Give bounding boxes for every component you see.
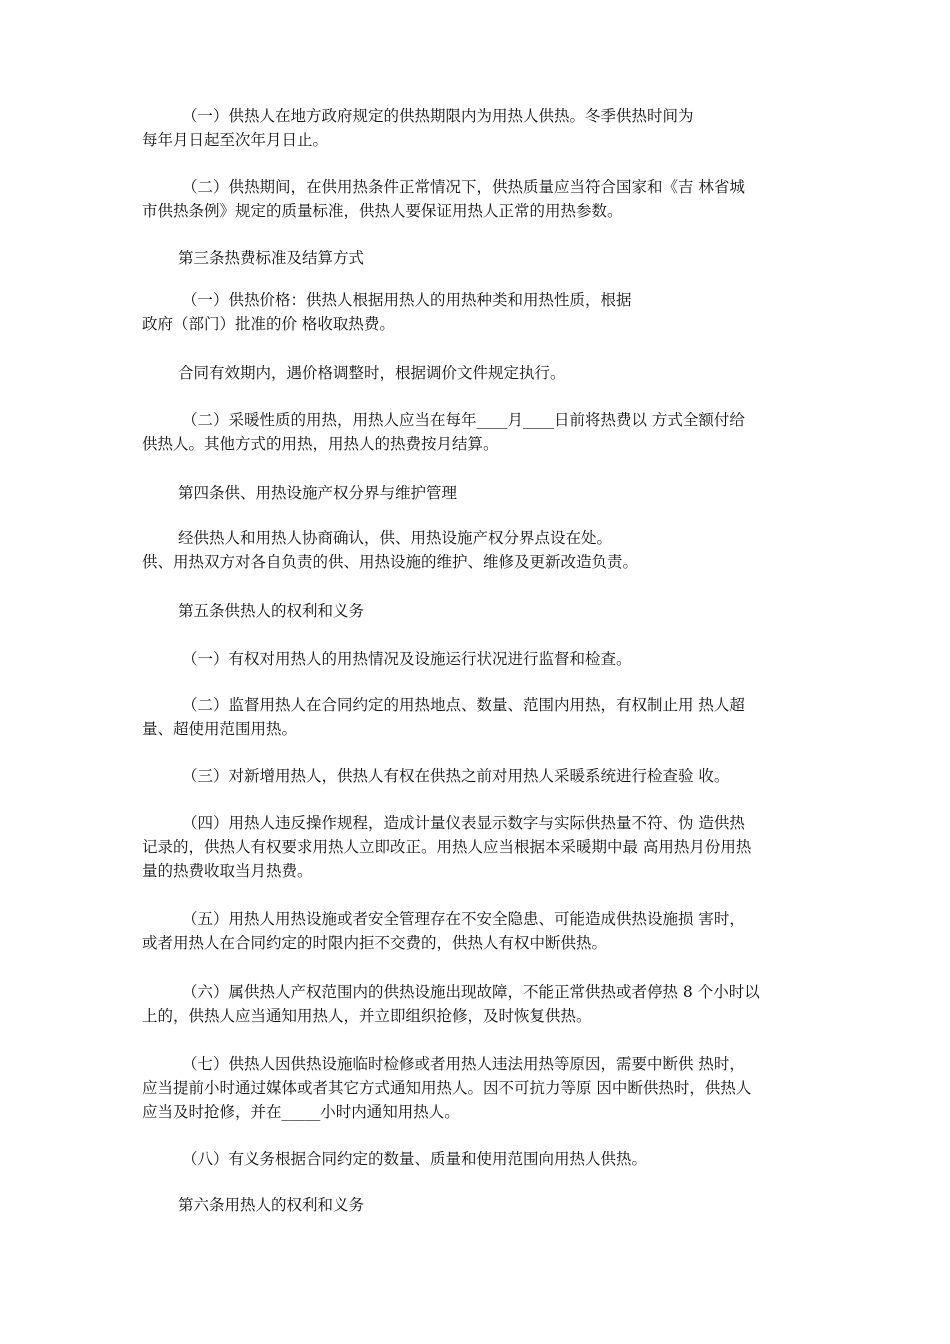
text-line: 第三条热费标准及结算方式	[178, 249, 365, 267]
text-line: （六）属供热人产权范围内的供热设施出现故障，不能正常供热或者停热 8 个小时以	[182, 983, 760, 1001]
text-line: 政府（部门）批准的价 格收取热费。	[142, 315, 395, 333]
text-line: 上的，供热人应当通知用热人，并立即组织抢修，及时恢复供热。	[142, 1007, 592, 1025]
text-line: （八）有义务根据合同约定的数量、质量和使用范围向用热人供热。	[182, 1150, 648, 1168]
text-line: （二）供热期间，在供用热条件正常情况下，供热质量应当符合国家和《吉 林省城	[182, 178, 745, 196]
section-heading-3	[142, 246, 818, 270]
paragraph-15	[142, 980, 818, 1028]
paragraph-11	[142, 693, 818, 741]
section-heading-4	[142, 481, 818, 505]
text-line: 第五条供热人的权利和义务	[178, 602, 365, 620]
text-line: 第六条用热人的权利和义务	[178, 1196, 365, 1214]
text-line: 每年月日起至次年月日止。	[142, 131, 329, 149]
text-line: 应当及时抢修，并在_____小时内通知用热人。	[142, 1103, 460, 1121]
section-heading-6	[142, 1193, 818, 1217]
paragraph-8	[142, 526, 818, 574]
text-line: （五）用热人用热设施或者安全管理存在不安全隐患、可能造成供热设施损 害时，	[182, 910, 745, 928]
paragraph-5	[142, 361, 818, 385]
text-line: （一）供热价格：供热人根据用热人的用热种类和用热性质，根据	[182, 291, 632, 309]
paragraph-6	[142, 408, 818, 456]
paragraph-14	[142, 907, 818, 955]
text-line: 记录的，供热人有权要求用热人立即改正。用热人应当根据本采暖期中最 高用热月份用热	[142, 838, 752, 856]
text-line: （二）采暖性质的用热，用热人应当在每年____月____日前将热费以 方式全额付给	[182, 411, 745, 429]
text-line: （七）供热人因供热设施临时检修或者用热人违法用热等原因，需要中断供 热时，	[182, 1055, 745, 1073]
text-line: 经供热人和用热人协商确认，供、用热设施产权分界点设在处。	[178, 529, 613, 547]
text-line: （一）供热人在地方政府规定的供热期限内为用热人供热。冬季供热时间为	[182, 107, 694, 125]
text-line: （一）有权对用热人的用热情况及设施运行状况进行监督和检查。	[182, 650, 632, 668]
text-line: 市供热条例》规定的质量标准，供热人要保证用热人正常的用热参数。	[142, 202, 623, 220]
section-heading-5	[142, 599, 818, 623]
text-line: 合同有效期内，遇价格调整时，根据调价文件规定执行。	[178, 364, 566, 382]
text-line: 供热人。其他方式的用热，用热人的热费按月结算。	[142, 435, 499, 453]
paragraph-2	[142, 175, 818, 223]
paragraph-16	[142, 1052, 818, 1124]
paragraph-1	[142, 104, 818, 152]
paragraph-17	[142, 1147, 818, 1171]
paragraph-12	[142, 764, 818, 788]
text-line: 量、超使用范围用热。	[142, 720, 298, 738]
text-line: （三）对新增用热人，供热人有权在供热之前对用热人采暖系统进行检查验 收。	[182, 767, 730, 785]
text-line: 应当提前小时通过媒体或者其它方式通知用热人。因不可抗力等原 因中断供热时，供热人	[142, 1079, 752, 1097]
paragraph-13	[142, 811, 818, 883]
text-line: 第四条供、用热设施产权分界与维护管理	[178, 484, 458, 502]
text-line: （四）用热人违反操作规程，造成计量仪表显示数字与实际供热量不符、伪 造供热	[182, 814, 745, 832]
text-line: 供、用热双方对各自负责的供、用热设施的维护、维修及更新改造负责。	[142, 553, 639, 571]
text-line: 量的热费收取当月热费。	[142, 862, 313, 880]
paragraph-10	[142, 647, 818, 671]
paragraph-4	[142, 288, 818, 336]
text-line: 或者用热人在合同约定的时限内拒不交费的，供热人有权中断供热。	[142, 934, 608, 952]
text-line: （二）监督用热人在合同约定的用热地点、数量、范围内用热，有权制止用 热人超	[182, 696, 745, 714]
